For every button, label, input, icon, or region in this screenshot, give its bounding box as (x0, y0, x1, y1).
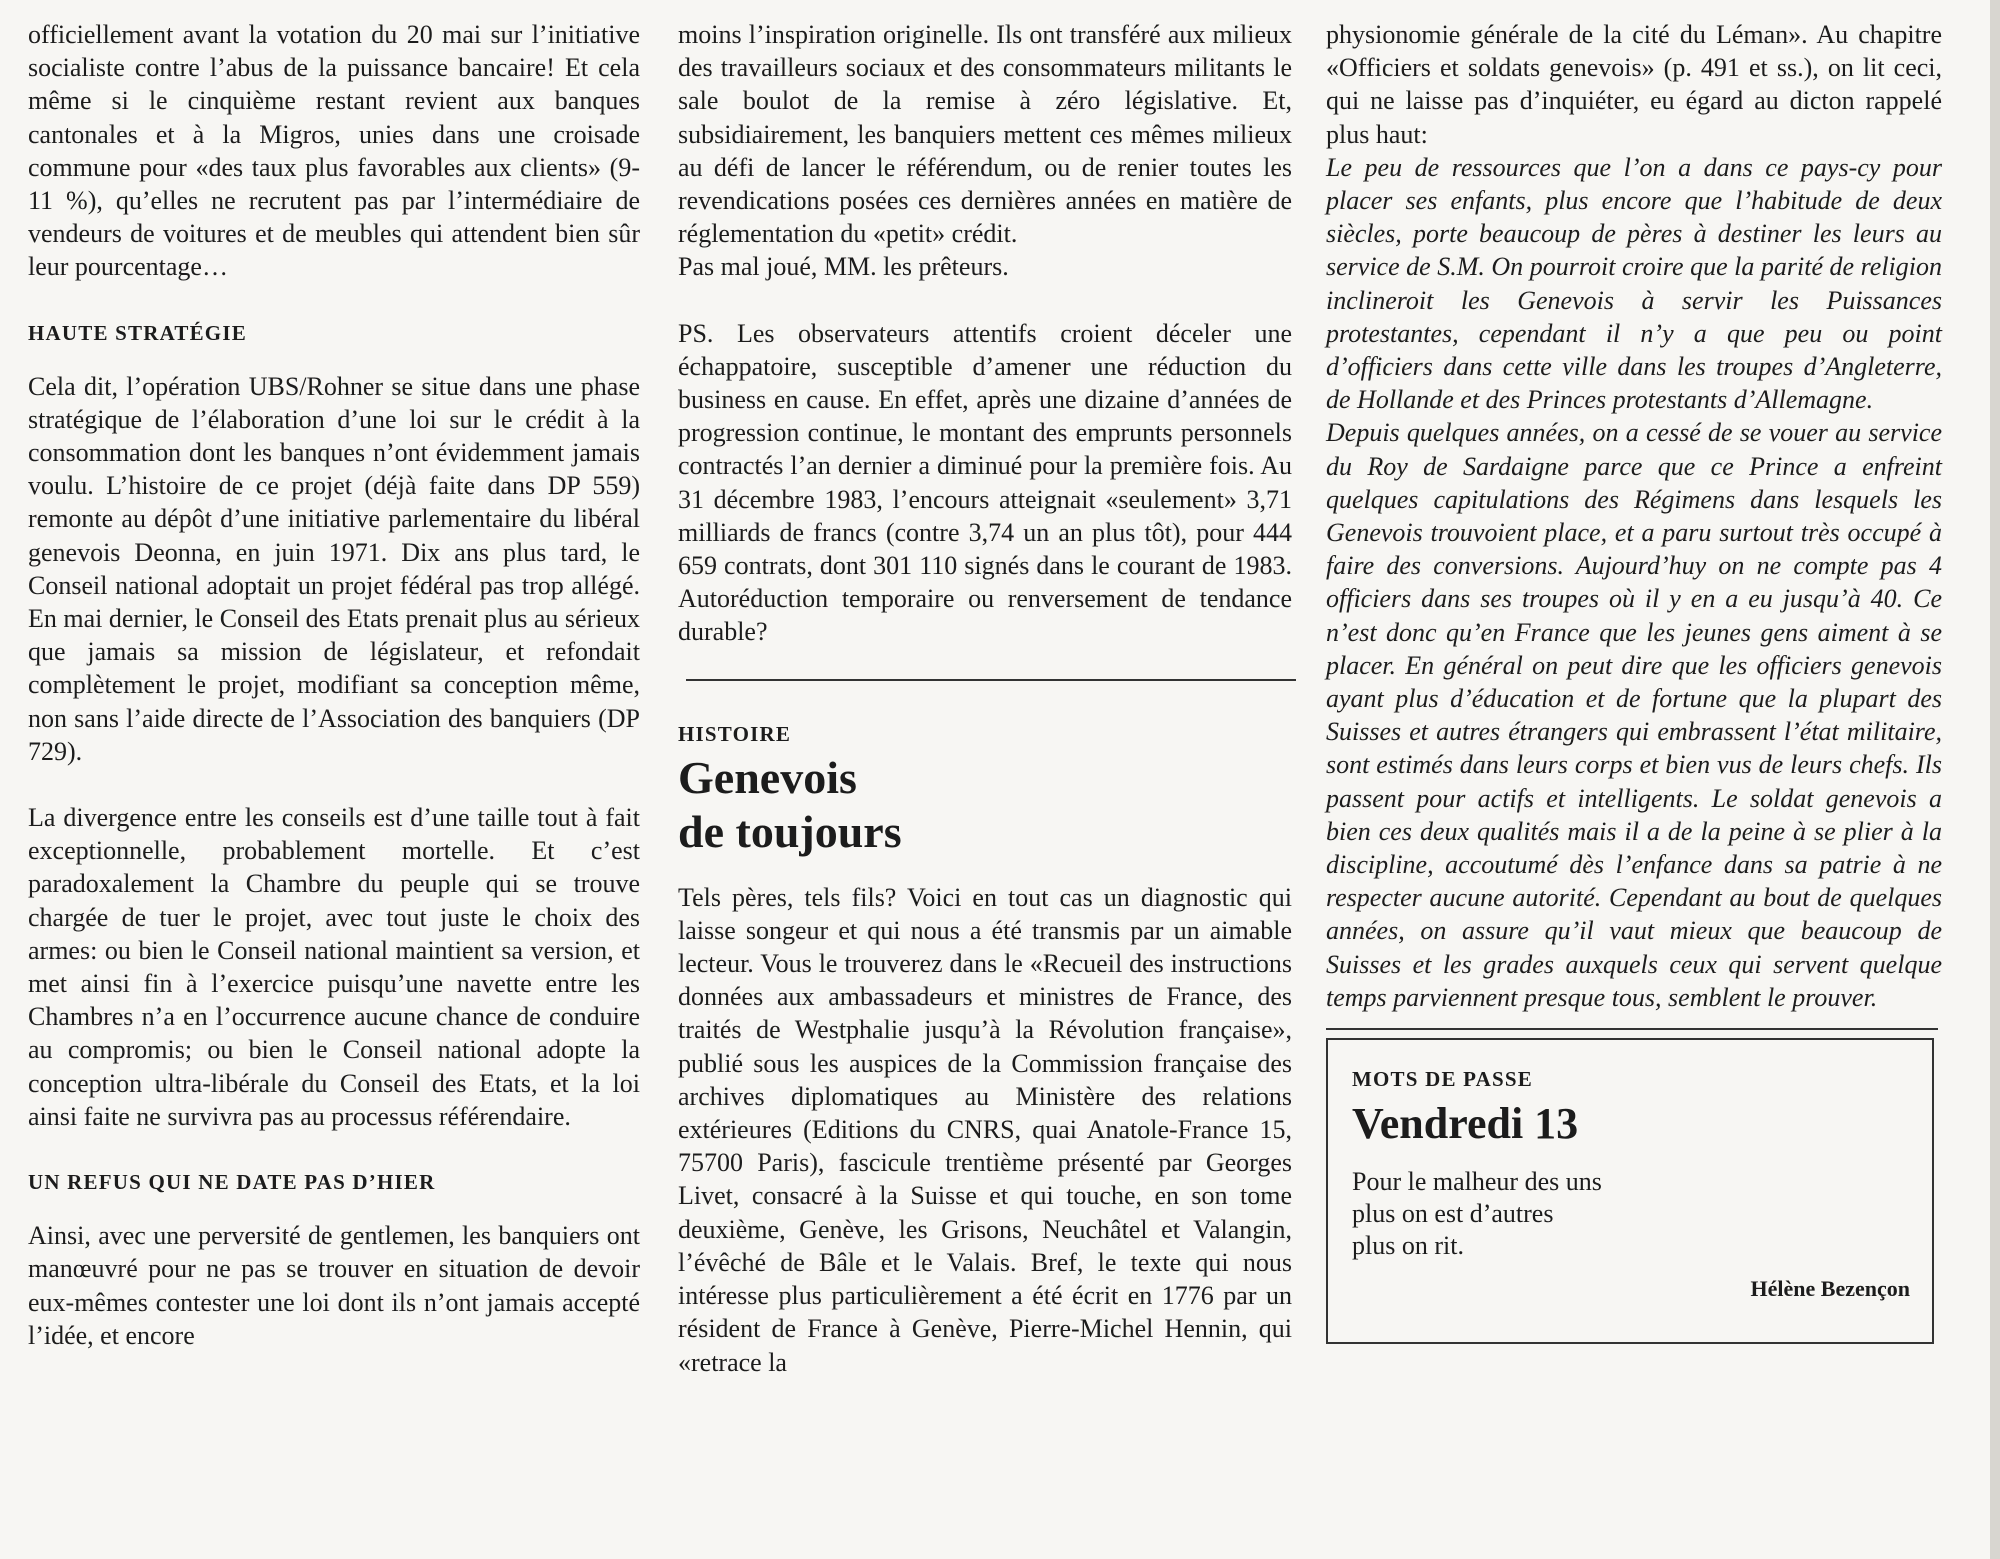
poem-line: Pour le malheur des uns (1352, 1167, 1602, 1197)
column-3 (1326, 18, 1942, 1344)
headline-line: de toujours (678, 805, 902, 857)
box-title: Vendredi 13 (1352, 1099, 1579, 1149)
column-2 (678, 18, 1292, 1379)
paragraph: physionomie générale de la cité du Léman». Au chapitre «Officiers et soldats genevois» (p. 491 et ss.), on lit ceci, qui ne laisse pas d’inquiéter, eu égard au dicton rappelé plus haut: (1326, 20, 1942, 149)
paragraph: La divergence entre les conseils est d’une taille tout à fait exceptionnelle, probablement mortelle. Et c’est paradoxalement la Chambre du peuple qui se trouve chargée de tuer le projet, avec tout juste le choix des armes: ou bien le Conseil national maintient sa version, et met ainsi fin à l’exercice puisqu’une navette entre les Chambres n’a en l’occurrence aucune chance de conduire au compromis; ou bien le Conseil national adopte la conception ultra-libérale du Conseil des Etats, et la loi ainsi faite ne survivra pas au processus référendaire. (28, 803, 640, 1131)
paragraph: Ainsi, avec une perversité de gentlemen, les banquiers ont manœuvré pour ne pas se trouver en situation de devoir eux-mêmes contester une loi dont ils n’ont jamais accepté l’idée, et encore (28, 1221, 640, 1350)
quote-paragraph: Depuis quelques années, on a cessé de se vouer au service du Roy de Sardaigne parce que ce Prince a enfreint quelques capitulations des Régimens dans lesquels les Genevois trouvoient place, et a paru surtout très occupé à faire des conversions. Aujourd’huy on ne compte pas 4 officiers dans ses troupes où il y en a eu jusqu’à 40. Ce n’est donc qu’en France que les jeunes gens aiment à se placer. En général on peut dire que les officiers genevois ayant plus d’éducation et de fortune que la plupart des Suisses et autres étrangers qui embrassent l’état militaire, sont estimés dans leurs corps et bien vus de leurs chefs. Ils passent pour actifs et intelligents. Le soldat genevois a bien ces deux qualités mais il a de la peine à se plier à la discipline, accoutumé dès l’enfance dans sa patrie à ne respecter aucune autorité. Cependant au bout de quelques années, on assure qu’il vaut mieux que beaucoup de Suisses et les grades auxquels ceux qui servent quelque temps parviennent presque tous, semblent le prouver. (1326, 418, 1942, 1012)
box-divider (1326, 1028, 1938, 1030)
box-kicker: MOTS DE PASSE (1352, 1067, 1533, 1092)
poem-line: plus on est d’autres (1352, 1199, 1554, 1229)
headline-line: Genevois (678, 751, 857, 803)
subheading: HAUTE STRATÉGIE (28, 320, 247, 345)
column-1 (28, 18, 640, 1352)
subheading: UN REFUS QUI NE DATE PAS D’HIER (28, 1170, 436, 1195)
quote-paragraph: Le peu de ressources que l’on a dans ce pays-cy pour placer ses enfants, plus encore que l’habitude de deux siècles, porte beaucoup de pères à destiner les leurs au service de S.M. On pourroit croire que la parité de religion inclineroit les Genevois à servir les Puissances protestantes, cependant il n’y a que peu ou point d’officiers dans cette ville dans les troupes d’Angleterre, de Hollande et des Princes protestants d’Allemagne. (1326, 152, 1942, 415)
paragraph: officiellement avant la votation du 20 mai sur l’initiative socialiste contre l’abus de la puissance bancaire! Et cela même si le cinquième restant revient aux banques cantonales et à la Migros, unies dans une croisade commune pour «des taux plus favorables aux clients» (9-11 %), qu’elles ne recrutent pas par l’intermédiaire de vendeurs de voitures et de meubles qui attendent bien sûr leur pourcentage… (28, 20, 640, 282)
section-kicker: HISTOIRE (678, 721, 792, 746)
author-signature: Hélène Bezençon (1750, 1276, 1910, 1302)
paragraph: Pas mal joué, MM. les prêteurs. (678, 252, 1009, 282)
mots-de-passe-box (1326, 1038, 1934, 1344)
paragraph: Tels pères, tels fils? Voici en tout cas un diagnostic qui laisse songeur et qui nous a été transmis par un aimable lecteur. Vous le trouverez dans le «Recueil des instructions données aux ambassadeurs et ministres de France, des traités de Westphalie jusqu’à la Révolution française», publié sous les auspices de la Commission française des archives diplomatiques au Ministère des relations extérieures (Editions du CNRS, quai Anatole-France 15, 75700 Paris), fascicule trentième présenté par Georges Livet, consacré à la Suisse et qui touche, en son tome deuxième, Genève, les Grisons, Neuchâtel et Valangin, l’évêché de Bâle et le Valais. Bref, le texte qui nous intéresse plus particulièrement a été écrit en 1776 par un résident de France à Genève, Pierre-Michel Hennin, qui «retrace la (678, 882, 1292, 1377)
article-headline (678, 751, 1292, 859)
poem-line: plus on rit. (1352, 1231, 1464, 1261)
poem (1352, 1166, 1908, 1262)
page-edge (1990, 0, 2000, 1559)
paragraph: Cela dit, l’opération UBS/Rohner se situe dans une phase stratégique de l’élaboration d’une loi sur le crédit à la consommation dont les banques n’ont évidemment jamais voulu. L’histoire de ce projet (déjà faite dans DP 559) remonte au dépôt d’une initiative parlementaire du libéral genevois Deonna, en juin 1971. Dix ans plus tard, le Conseil national adoptait un projet fédéral pas trop allégé. En mai dernier, le Conseil des Etats prenait plus au sérieux que jamais sa mission de législateur, et refondait complètement le projet, modifiant sa conception même, non sans l’aide directe de l’Association des banquiers (DP 729). (28, 371, 640, 766)
section-divider (686, 679, 1296, 681)
paragraph: moins l’inspiration originelle. Ils ont transféré aux milieux des travailleurs sociaux et des consommateurs militants le sale boulot de la remise à zéro législative. Et, subsidiairement, les banquiers mettent ces mêmes milieux au défi de lancer le référendum, ou de renier toutes les revendications posées ces dernières années en matière de réglementation du «petit» crédit. (678, 20, 1292, 249)
paragraph: PS. Les observateurs attentifs croient déceler une échappatoire, susceptible d’amener une réduction du business en cause. En effet, après une dizaine d’années de progression continue, le montant des emprunts personnels contractés l’an dernier a diminué pour la première fois. Au 31 décembre 1983, l’encours atteignait «seulement» 3,71 milliards de francs (contre 3,74 un an plus tôt), pour 444 659 contrats, dont 301 110 signés dans le courant de 1983. Autoréduction temporaire ou renversement de tendance durable? (678, 318, 1292, 647)
